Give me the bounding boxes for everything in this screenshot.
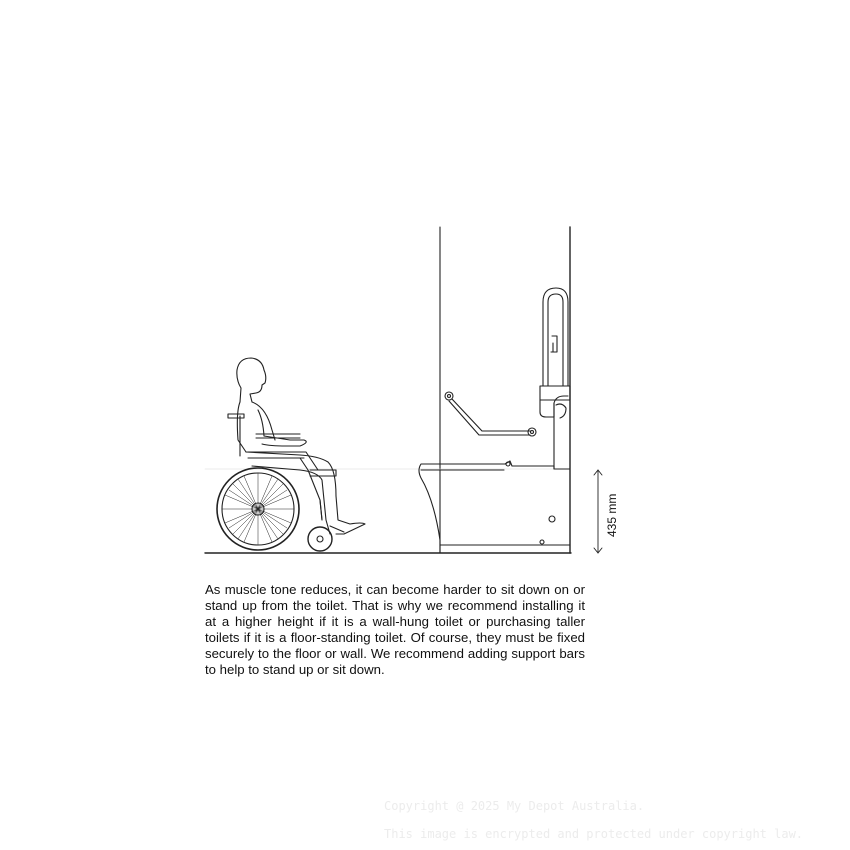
angled-grab-rail <box>445 392 536 436</box>
person-arm <box>258 410 306 446</box>
caption-text: As muscle tone reduces, it can become harder to sit down on or stand up from the toilet. That is why we recommend installing it at a higher height if it is a wall-hung toilet or purchasing taller toilets if it is a floor-standing toilet. Of course, they must be fixed securely to the floor or wall. We recommend adding support bars to help to stand up or sit down. <box>205 582 585 677</box>
height-dimension-label: 435 mm <box>605 493 619 537</box>
vertical-grab-rail <box>543 288 568 386</box>
cistern <box>540 386 570 469</box>
protection-watermark: This image is encrypted and protected under copyright law. <box>384 827 804 841</box>
height-dimension <box>594 470 602 553</box>
front-caster <box>308 527 332 551</box>
person-torso <box>237 402 275 452</box>
person-legs <box>246 452 365 534</box>
wheelchair <box>217 414 344 551</box>
copyright-watermark: Copyright @ 2025 My Depot Australia. <box>384 799 645 813</box>
person-head <box>237 358 266 402</box>
toilet <box>419 461 570 553</box>
